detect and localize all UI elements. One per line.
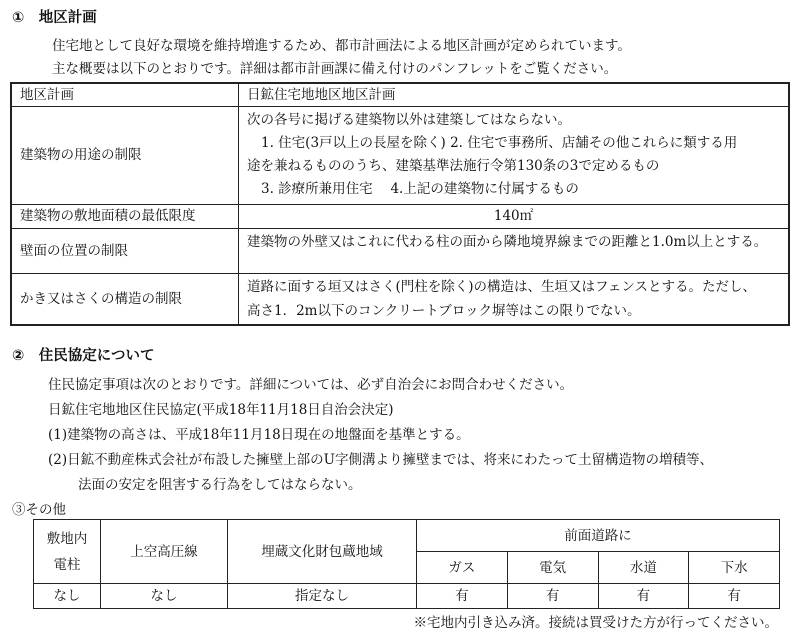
use-restriction-line: 次の各号に掲げる建築物以外は建築してはならない。 [247,112,571,128]
label-fence-structure: かき又はさくの構造の制限 [11,273,239,325]
header-sewer: 下水 [689,552,780,584]
header-gas: ガス [417,552,508,584]
fence-structure-line: 高さ1．2m以下のコンクリートブロック塀等はこの限りでない。 [247,302,641,319]
other-info-table [33,519,780,609]
section1-line1: 住宅地として良好な環境を維持増進するため、都市計画法による地区計画が定められています。 [52,38,631,54]
label-district-plan: 地区計画 [11,83,239,106]
section2-line1: 住民協定事項は次のとおりです。詳細については、必ず自治会にお問合わせください。 [48,377,574,393]
header-electricity: 電気 [507,552,598,584]
table-row [11,106,789,204]
label-min-lot-area: 建築物の敷地面積の最低限度 [11,204,239,228]
header-utility-pole-line1: 敷地内 [46,530,88,547]
value-district-plan: 日鉱住宅地地区地区計画 [239,83,790,106]
connection-note: ※宅地内引き込み済。接続は買受けた方が行ってください。 [413,615,778,631]
value-water: 有 [598,584,689,609]
use-restriction-line: 途を兼ねるもののうち、建築基準法施行令第130条の3で定めるもの [247,158,660,174]
table-row [11,273,789,325]
section3-title: ③その他 [12,502,66,518]
value-wall-position: 建築物の外壁又はこれに代わる柱の面から隣地境界線までの距離と1.0m以上とする。 [239,228,790,273]
section1-title: ① 地区計画 [12,10,97,26]
header-utility-pole [34,520,101,584]
header-water: 水道 [598,552,689,584]
value-buried-cultural-property: 指定なし [228,584,417,609]
value-sewer: 有 [689,584,780,609]
table-row [11,228,789,273]
table-row [11,83,789,106]
value-utility-pole: なし [34,584,101,609]
fence-structure-line: 道路に面する垣又はさく(門柱を除く)の構造は、生垣又はフェンスとする。ただし、 [247,278,756,295]
section1-line2: 主な概要は以下のとおりです。詳細は都市計画課に備え付けのパンフレットをご覧ください。 [52,61,618,77]
section2-line5: 法面の安定を阻害する行為をしてはならない。 [78,477,362,493]
label-use-restriction: 建築物の用途の制限 [11,106,239,204]
section2-line4: (2)日鉱不動産株式会社が布設した擁壁上部のU字側溝より擁壁までは、将来にわたって土留構造物の増積等、 [48,452,713,468]
section2-title: ② 住民協定について [12,348,155,364]
label-wall-position: 壁面の位置の制限 [11,228,239,273]
value-use-restriction [239,106,790,204]
value-gas: 有 [417,584,508,609]
value-electricity: 有 [507,584,598,609]
header-high-voltage: 上空高圧線 [101,520,228,584]
table-row [11,204,789,228]
value-min-lot-area: 140㎡ [239,204,790,228]
header-utility-pole-line2: 電柱 [53,556,81,573]
district-plan-table [10,82,790,326]
value-high-voltage: なし [101,584,228,609]
table-row [34,520,780,552]
use-restriction-line: 3. 診療所兼用住宅 4.上記の建築物に付属するもの [261,181,579,197]
header-front-road: 前面道路に [417,520,780,552]
header-buried-cultural-property: 埋蔵文化財包蔵地域 [228,520,417,584]
value-fence-structure [239,273,790,325]
table-row [34,584,780,609]
use-restriction-line: 1. 住宅(3戸以上の長屋を除く) 2. 住宅で事務所、店舗その他これらに類する用 [261,135,738,151]
section2-line3: (1)建築物の高さは、平成18年11月18日現在の地盤面を基準とする。 [48,427,470,443]
section2-line2: 日鉱住宅地地区住民協定(平成18年11月18日自治会決定) [48,402,394,418]
